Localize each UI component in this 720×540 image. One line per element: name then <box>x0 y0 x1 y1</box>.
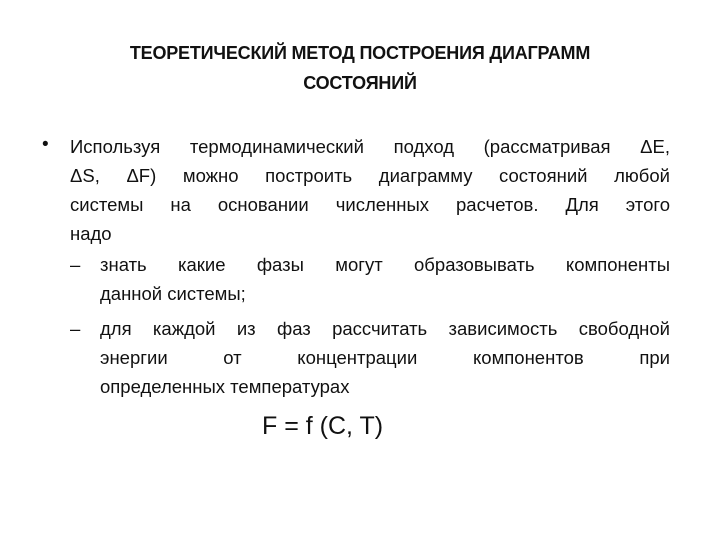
sub-item-1-line-2: данной системы; <box>100 283 246 304</box>
sub-item-2-body <box>100 314 670 401</box>
sub-item-2-dash: – <box>70 318 81 339</box>
sub-item-2-line-1: для каждой из фаз рассчитать зависимость свободной <box>100 318 670 339</box>
sub-item-1-dash: – <box>70 254 81 275</box>
bullet-line-4: надо <box>70 223 112 244</box>
sub-item-1-body <box>100 250 670 308</box>
bullet-line-2: ΔS, ΔF) можно построить диаграмму состояний любой <box>70 165 670 186</box>
slide-title <box>60 38 660 98</box>
formula: F = f (C, T) <box>262 412 384 440</box>
bullet-line-1: Используя термодинамический подход (рассматривая ΔЕ, <box>70 136 670 157</box>
bullet-paragraph <box>70 132 670 248</box>
bullet-marker: • <box>42 134 49 155</box>
slide-title-line-2: СОСТОЯНИЙ <box>303 73 417 93</box>
bullet-line-3: системы на основании численных расчетов. Для этого <box>70 194 670 215</box>
slide-title-line-1: ТЕОРЕТИЧЕСКИЙ МЕТОД ПОСТРОЕНИЯ ДИАГРАММ <box>129 43 591 63</box>
sub-item-2-line-2: энергии от концентрации компонентов при <box>100 347 670 368</box>
sub-item-1-line-1: знать какие фазы могут образовывать компоненты <box>100 254 670 275</box>
sub-item-2-line-3: определенных температурах <box>100 376 350 397</box>
